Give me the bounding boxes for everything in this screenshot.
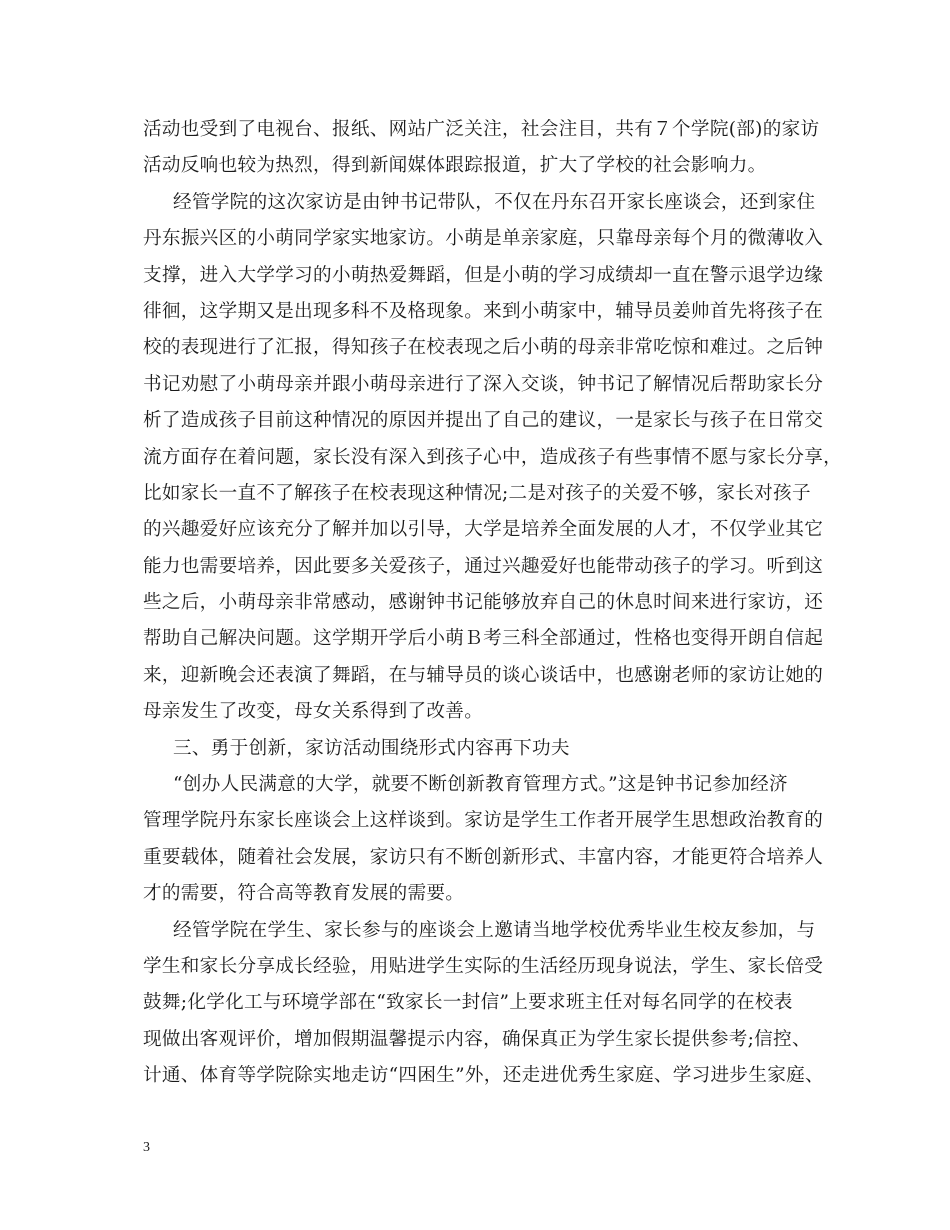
text-line: 计通、体育等学院除实地走访“四困生”外，还走进优秀生家庭、学习进步生家庭、: [143, 1065, 824, 1087]
text-line: 母亲发生了改变，母女关系得到了改善。: [143, 701, 484, 723]
text-line: 帮助自己解决问题。这学期开学后小萌Ｂ考三科全部通过，性格也变得开朗自信起: [143, 628, 824, 650]
page-number: 3: [143, 1140, 150, 1155]
text-line: 鼓舞;化学化工与环境学部在“致家长一封信”上要求班主任对每名同学的在校表: [143, 992, 793, 1014]
text-line: 书记劝慰了小萌母亲并跟小萌母亲进行了深入交谈，钟书记了解情况后帮助家长分: [143, 373, 824, 395]
text-line: 徘徊，这学期又是出现多科不及格现象。来到小萌家中，辅导员姜帅首先将孩子在: [143, 300, 824, 322]
text-line: 三、勇于创新，家访活动围绕形式内容再下功夫: [173, 737, 570, 759]
text-line: 学生和家长分享成长经验，用贴进学生实际的生活经历现身说法，学生、家长倍受: [143, 955, 824, 977]
text-line: 活动反响也较为热烈，得到新闻媒体跟踪报道，扩大了学校的社会影响力。: [143, 155, 767, 177]
text-line: 析了造成孩子目前这种情况的原因并提出了自己的建议，一是家长与孩子在日常交: [143, 410, 824, 432]
text-line: 些之后，小萌母亲非常感动，感谢钟书记能够放弃自己的休息时间来进行家访，还: [143, 592, 824, 614]
text-line: 比如家长一直不了解孩子在校表现这种情况;二是对孩子的关爱不够，家长对孩子: [143, 482, 811, 504]
text-line: 现做出客观评价，增加假期温馨提示内容，确保真正为学生家长提供参考;信控、: [143, 1028, 811, 1050]
text-line: 才的需要，符合高等教育发展的需要。: [143, 883, 465, 905]
text-line: 能力也需要培养，因此要多关爱孩子，通过兴趣爱好也能带动孩子的学习。听到这: [143, 555, 824, 577]
text-line: 经管学院的这次家访是由钟书记带队，不仅在丹东召开家长座谈会，还到家住: [173, 191, 816, 213]
text-line: 支撑，进入大学学习的小萌热爱舞蹈，但是小萌的学习成绩却一直在警示退学边缘: [143, 264, 824, 286]
text-line: 来，迎新晚会还表演了舞蹈，在与辅导员的谈心谈话中，也感谢老师的家访让她的: [143, 664, 824, 686]
text-line: 丹东振兴区的小萌同学家实地家访。小萌是单亲家庭，只靠母亲每个月的微薄收入: [143, 228, 824, 250]
body-text: [143, 112, 843, 1095]
text-line: 活动也受到了电视台、报纸、网站广泛关注，社会注目，共有７个学院(部)的家访: [143, 119, 820, 140]
text-line: 重要载体，随着社会发展，家访只有不断创新形式、丰富内容，才能更符合培养人: [143, 846, 824, 868]
text-line: 的兴趣爱好应该充分了解并加以引导，大学是培养全面发展的人才，不仅学业其它: [143, 519, 824, 541]
text-line: 流方面存在着问题，家长没有深入到孩子心中，造成孩子有些事情不愿与家长分享，: [143, 446, 843, 468]
text-line: “创办人民满意的大学，就要不断创新教育管理方式。”这是钟书记参加经济: [173, 774, 788, 796]
text-line: 校的表现进行了汇报，得知孩子在校表现之后小萌的母亲非常吃惊和难过。之后钟: [143, 337, 824, 359]
text-line: 经管学院在学生、家长参与的座谈会上邀请当地学校优秀毕业生校友参加，与: [173, 919, 816, 941]
text-line: 管理学院丹东家长座谈会上这样谈到。家访是学生工作者开展学生思想政治教育的: [143, 810, 824, 832]
